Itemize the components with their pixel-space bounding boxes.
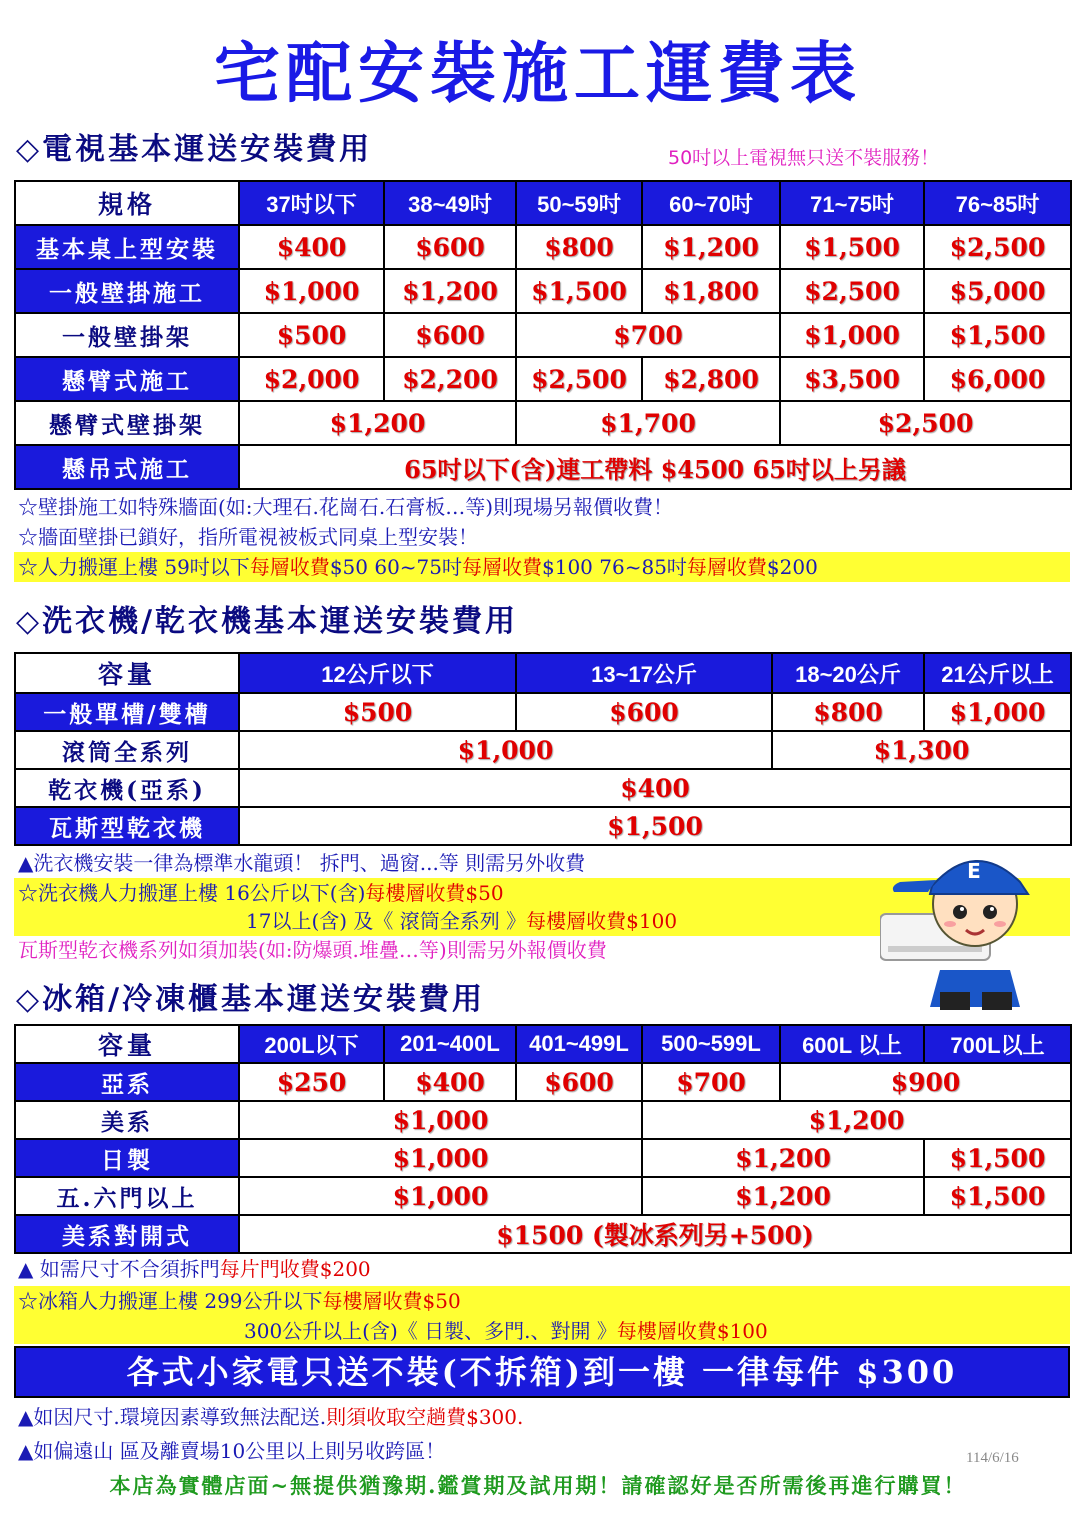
price-cell: $600 xyxy=(516,1063,642,1101)
tv-row-label: 懸臂式施工 xyxy=(15,357,239,401)
price-cell: $600 xyxy=(516,693,772,731)
carry-text: 每樓層收費$100 xyxy=(526,909,678,933)
revision-date: 114/6/16 xyxy=(966,1450,1019,1466)
price-cell: $1,500 xyxy=(516,269,642,313)
price-cell: $2,500 xyxy=(924,225,1071,269)
carry-text: ☆洗衣機人力搬運上樓 16公斤以下(含) xyxy=(18,881,366,905)
note-text: 每片門收費$200 xyxy=(219,1257,371,1281)
tv-carry-note xyxy=(18,552,818,582)
price-cell: $1,000 xyxy=(239,1101,642,1139)
price-cell: $2,200 xyxy=(384,357,516,401)
tv-col-header: 60~70吋 xyxy=(642,181,780,225)
tv-header-label: 規格 xyxy=(15,181,239,225)
small-appliance-banner: 各式小家電只送不裝(不拆箱)到一樓 一律每件 $300 xyxy=(14,1346,1070,1398)
price-cell: $1,500 xyxy=(924,1139,1071,1177)
washer-carry-note xyxy=(18,878,504,908)
price-cell: $1,000 xyxy=(239,731,772,769)
fridge-col-header: 201~400L xyxy=(384,1025,516,1063)
price-cell: $1,200 xyxy=(642,225,780,269)
note-text: 則須收取空趟費$300. xyxy=(326,1405,524,1429)
tv-row-label: 一般壁掛施工 xyxy=(15,269,239,313)
price-cell: $1,200 xyxy=(384,269,516,313)
price-cell: $400 xyxy=(239,225,384,269)
bottom-note xyxy=(18,1402,523,1432)
washer-row-label: 一般單槽/雙槽 xyxy=(15,693,239,731)
price-cell: $1,800 xyxy=(642,269,780,313)
price-cell: $1,000 xyxy=(239,1139,642,1177)
price-cell: $1,000 xyxy=(924,693,1071,731)
price-cell: $1,500 xyxy=(780,225,924,269)
price-cell: $5,000 xyxy=(924,269,1071,313)
carry-text: 每層收費 xyxy=(686,555,767,579)
carry-text: 每層收費 xyxy=(462,555,542,579)
tv-row-label: 懸吊式施工 xyxy=(15,445,239,489)
fridge-price-table xyxy=(14,1024,1072,1254)
price-cell: $2,500 xyxy=(516,357,642,401)
carry-text: 17以上(含) 及《 滾筒全系列 》 xyxy=(246,909,527,933)
price-cell: $1,000 xyxy=(239,1177,642,1215)
note-text: ▲ 如需尺寸不合須拆門 xyxy=(18,1257,220,1281)
carry-text: 每層收費 xyxy=(249,555,330,579)
carry-text: 每樓層收費$50 xyxy=(322,1289,461,1313)
price-cell: $2,500 xyxy=(780,401,1071,445)
carry-text: $100 76~85吋 xyxy=(542,555,687,579)
tv-col-header: 37吋以下 xyxy=(239,181,384,225)
fridge-row-label: 美系 xyxy=(15,1101,239,1139)
price-cell: $2,000 xyxy=(239,357,384,401)
fridge-col-header: 500~599L xyxy=(642,1025,780,1063)
tv-price-table xyxy=(14,180,1072,490)
price-cell: $1,500 xyxy=(924,1177,1071,1215)
washer-col-header: 21公斤以上 xyxy=(924,653,1071,693)
price-cell: $1,000 xyxy=(239,269,384,313)
washer-row-label: 滾筒全系列 xyxy=(15,731,239,769)
tv-col-header: 50~59吋 xyxy=(516,181,642,225)
washer-row-label: 瓦斯型乾衣機 xyxy=(15,807,239,845)
fridge-row-label: 日製 xyxy=(15,1139,239,1177)
price-cell: $700 xyxy=(642,1063,780,1101)
price-cell: $500 xyxy=(239,313,384,357)
carry-text: 300公升以上(含)《 日製、多門.、對開 》 xyxy=(244,1319,617,1343)
price-cell: $900 xyxy=(780,1063,1071,1101)
carry-text: ☆人力搬運上樓 59吋以下 xyxy=(18,555,250,579)
price-cell: 65吋以下(含)連工帶料 $4500 65吋以上另議 xyxy=(239,445,1071,489)
mascot-illustration xyxy=(880,842,1070,1017)
cap-logo: E xyxy=(967,859,981,883)
washer-price-table xyxy=(14,652,1072,846)
fridge-col-header: 700L以上 xyxy=(924,1025,1071,1063)
price-cell: $1,500 xyxy=(924,313,1071,357)
fridge-note xyxy=(18,1254,371,1284)
carry-text: $200 xyxy=(766,555,818,579)
washer-row-label: 乾衣機(亞系) xyxy=(15,769,239,807)
washer-col-header: 13~17公斤 xyxy=(516,653,772,693)
price-cell: $3,500 xyxy=(780,357,924,401)
price-cell: $800 xyxy=(772,693,924,731)
washer-header-label: 容量 xyxy=(15,653,239,693)
price-cell: $1,200 xyxy=(239,401,516,445)
tv-row-label: 基本桌上型安裝 xyxy=(15,225,239,269)
fridge-col-header: 200L以下 xyxy=(239,1025,384,1063)
price-cell: $500 xyxy=(239,693,516,731)
tv-col-header: 76~85吋 xyxy=(924,181,1071,225)
fridge-row-label: 美系對開式 xyxy=(15,1215,239,1253)
washer-col-header: 12公斤以下 xyxy=(239,653,516,693)
price-cell: $800 xyxy=(516,225,642,269)
carry-text: $50 60~75吋 xyxy=(329,555,462,579)
price-cell: $1,200 xyxy=(642,1177,924,1215)
tv-col-header: 38~49吋 xyxy=(384,181,516,225)
price-cell: $700 xyxy=(516,313,780,357)
fridge-header-label: 容量 xyxy=(15,1025,239,1063)
fridge-row-label: 亞系 xyxy=(15,1063,239,1101)
fridge-col-header: 401~499L xyxy=(516,1025,642,1063)
fridge-row-label: 五.六門以上 xyxy=(15,1177,239,1215)
price-cell: $600 xyxy=(384,225,516,269)
page-title: 宅配安裝施工運費表 xyxy=(214,34,862,112)
carry-text: 每樓層收費$100 xyxy=(616,1319,768,1343)
washer-note: ▲洗衣機安裝一律為標準水龍頭！ 拆門、過窗...等 則需另外收費 xyxy=(18,851,586,875)
fridge-section-heading: ◇冰箱/冷凍櫃基本運送安裝費用 xyxy=(16,982,486,1017)
price-cell: $2,800 xyxy=(642,357,780,401)
tv-col-header: 71~75吋 xyxy=(780,181,924,225)
price-cell: $1,500 xyxy=(239,807,1071,845)
carry-text: ☆冰箱人力搬運上樓 299公升以下 xyxy=(18,1289,323,1313)
price-cell: $600 xyxy=(384,313,516,357)
tv-row-label: 懸臂式壁掛架 xyxy=(15,401,239,445)
washer-section-heading: ◇洗衣機/乾衣機基本運送安裝費用 xyxy=(16,604,519,639)
fridge-carry-note xyxy=(244,1316,768,1346)
fridge-carry-note xyxy=(18,1286,461,1316)
price-cell: $1500 (製冰系列另+500) xyxy=(239,1215,1071,1253)
tv-row-label: 一般壁掛架 xyxy=(15,313,239,357)
price-cell: $400 xyxy=(384,1063,516,1101)
price-cell: $1,200 xyxy=(642,1101,1071,1139)
price-cell: $2,500 xyxy=(780,269,924,313)
gas-dryer-note: 瓦斯型乾衣機系列如須加裝(如:防爆頭.堆疊…等)則需另外報價收費 xyxy=(18,938,607,962)
price-cell: $1,200 xyxy=(642,1139,924,1177)
tv-note: ☆壁掛施工如特殊牆面(如:大理石.花崗石.石膏板…等)則現場另報價收費！ xyxy=(18,495,674,519)
price-cell: $1,000 xyxy=(780,313,924,357)
tv-note: ☆牆面壁掛已鎖好，指所電視被板式同桌上型安裝！ xyxy=(18,525,478,549)
tv-notice: 50吋以上電視無只送不裝服務！ xyxy=(668,147,940,169)
tv-section-heading: ◇電視基本運送安裝費用 xyxy=(16,132,373,167)
price-cell: $6,000 xyxy=(924,357,1071,401)
carry-text: 每樓層收費$50 xyxy=(365,881,504,905)
price-cell: $1,700 xyxy=(516,401,780,445)
bottom-note: ▲如偏遠山 區及離賣場10公里以上則另收跨區！ xyxy=(18,1439,446,1463)
fridge-col-header: 600L 以上 xyxy=(780,1025,924,1063)
washer-col-header: 18~20公斤 xyxy=(772,653,924,693)
washer-carry-note xyxy=(246,906,677,936)
price-cell: $400 xyxy=(239,769,1071,807)
price-cell: $1,300 xyxy=(772,731,1071,769)
note-text: ▲如因尺寸.環境因素導致無法配送. xyxy=(18,1405,327,1429)
price-cell: $250 xyxy=(239,1063,384,1101)
footer-disclaimer: 本店為實體店面~無提供猶豫期.鑑賞期及試用期！請確認好是否所需後再進行購買！ xyxy=(109,1473,967,1498)
